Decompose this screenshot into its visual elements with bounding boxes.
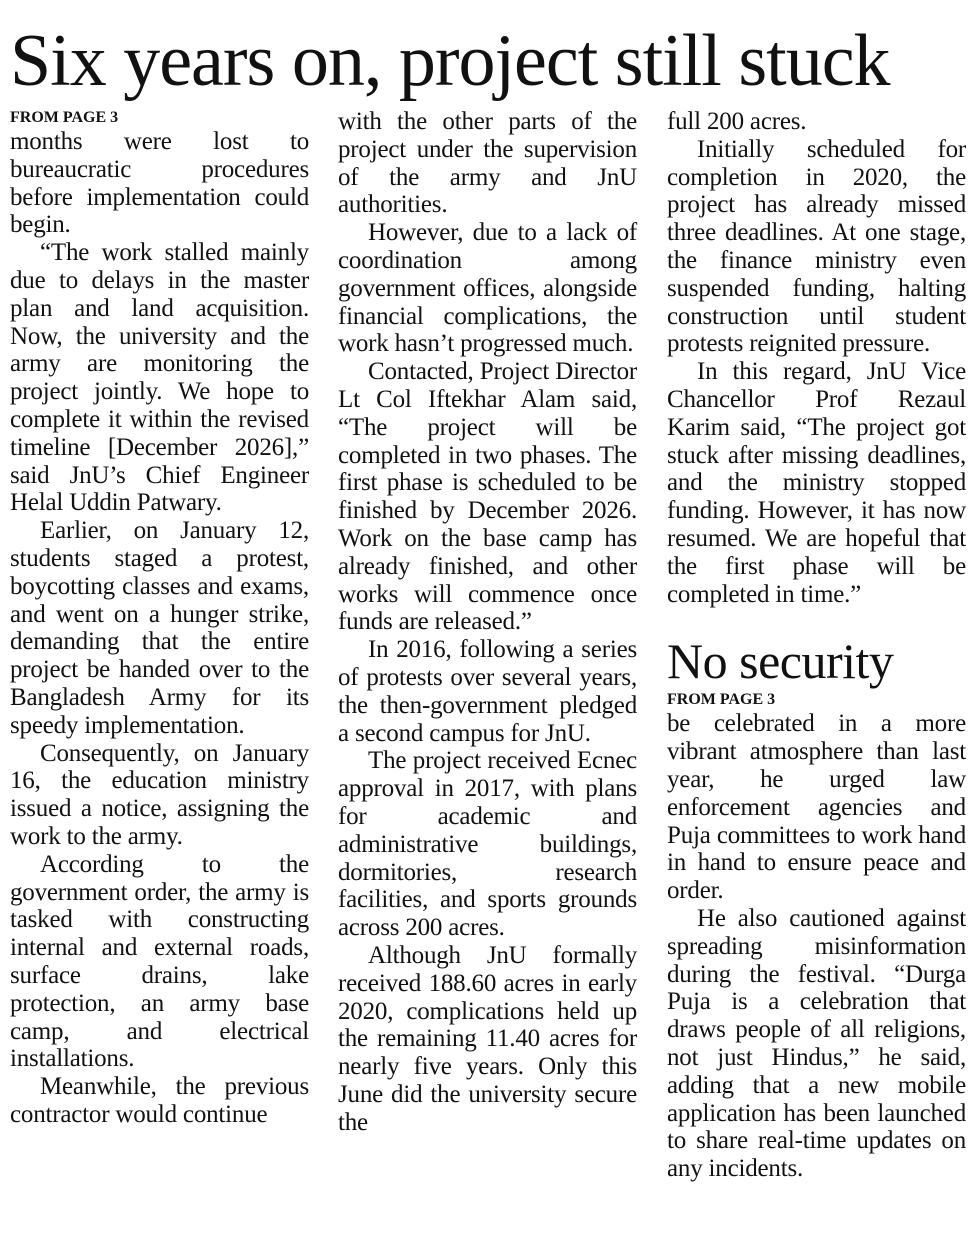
column-2	[338, 108, 637, 1136]
paragraph: be celebrated in a more vibrant atmosphere than last year, he urged law enforcement agencies and Puja committees to work hand in hand to ensure peace and order.	[667, 710, 966, 905]
paragraph: According to the government order, the army is tasked with constructing internal and external roads, surface drains, lake protection, an army base camp, and electrical installations.	[10, 850, 309, 1073]
paragraph: months were lost to bureaucratic procedures before implementation could begin.	[10, 128, 309, 239]
paragraph: The project received Ecnec approval in 2017, with plans for academic and administrative buildings, dormitories, research facilities, and sports grounds across 200 acres.	[338, 747, 637, 942]
second-story-title: No security	[667, 633, 894, 690]
paragraph: Earlier, on January 12, students staged a protest, boycotting classes and exams, and went on a hunger strike, demanding that the entire project be handed over to the Bangladesh Army for its speedy implementation.	[10, 517, 309, 739]
column-1	[10, 108, 309, 1129]
paragraph: Initially scheduled for completion in 2020, the project has already missed three deadlines. At one stage, the finance ministry even suspended funding, halting construction until student protests reignited pressure.	[667, 135, 966, 358]
paragraph: Although JnU formally received 188.60 acres in early 2020, complications held up the remaining 11.40 acres for nearly five years. Only this June did the university secure the	[338, 941, 637, 1136]
second-story-jump-label: FROM PAGE 3	[667, 691, 776, 709]
jump-label: FROM PAGE 3	[10, 109, 119, 126]
paragraph: full 200 acres.	[667, 108, 807, 135]
paragraph: Contacted, Project Director Lt Col Iftekhar Alam said, “The project will be completed in two phases. The first phase is scheduled to be finished by December 2026. Work on the base camp has already finished, and other works will commence once funds are released.”	[338, 358, 637, 636]
paragraph: He also cautioned against spreading misinformation during the festival. “Durga Puja is a celebration that draws people of all religions, not just Hindus,” he said, adding that a new mobile application has been launched to share real-time updates on any incidents.	[667, 904, 966, 1183]
paragraph: with the other parts of the project under the supervision of the army and JnU authorities.	[338, 108, 637, 219]
headline: Six years on, project still stuck	[10, 20, 890, 102]
column-3	[667, 108, 966, 1183]
paragraph: Consequently, on January 16, the education ministry issued a notice, assigning the work to the army.	[10, 739, 309, 850]
paragraph: Meanwhile, the previous contractor would continue	[10, 1073, 309, 1128]
paragraph: In 2016, following a series of protests over several years, the then-government pledged a second campus for JnU.	[338, 636, 637, 747]
paragraph: In this regard, JnU Vice Chancellor Prof Rezaul Karim said, “The project got stuck after missing deadlines, and the ministry stopped funding. However, it has now resumed. We are hopeful that the first phase will be completed in time.”	[667, 358, 966, 608]
paragraph: However, due to a lack of coordination among government offices, alongside financial complications, the work hasn’t progressed much.	[338, 219, 637, 358]
paragraph: “The work stalled mainly due to delays in the master plan and land acquisition. Now, the university and the army are monitoring the project jointly. We hope to complete it within the revised timeline [December 2026],” said JnU’s Chief Engineer Helal Uddin Patwary.	[10, 239, 309, 517]
